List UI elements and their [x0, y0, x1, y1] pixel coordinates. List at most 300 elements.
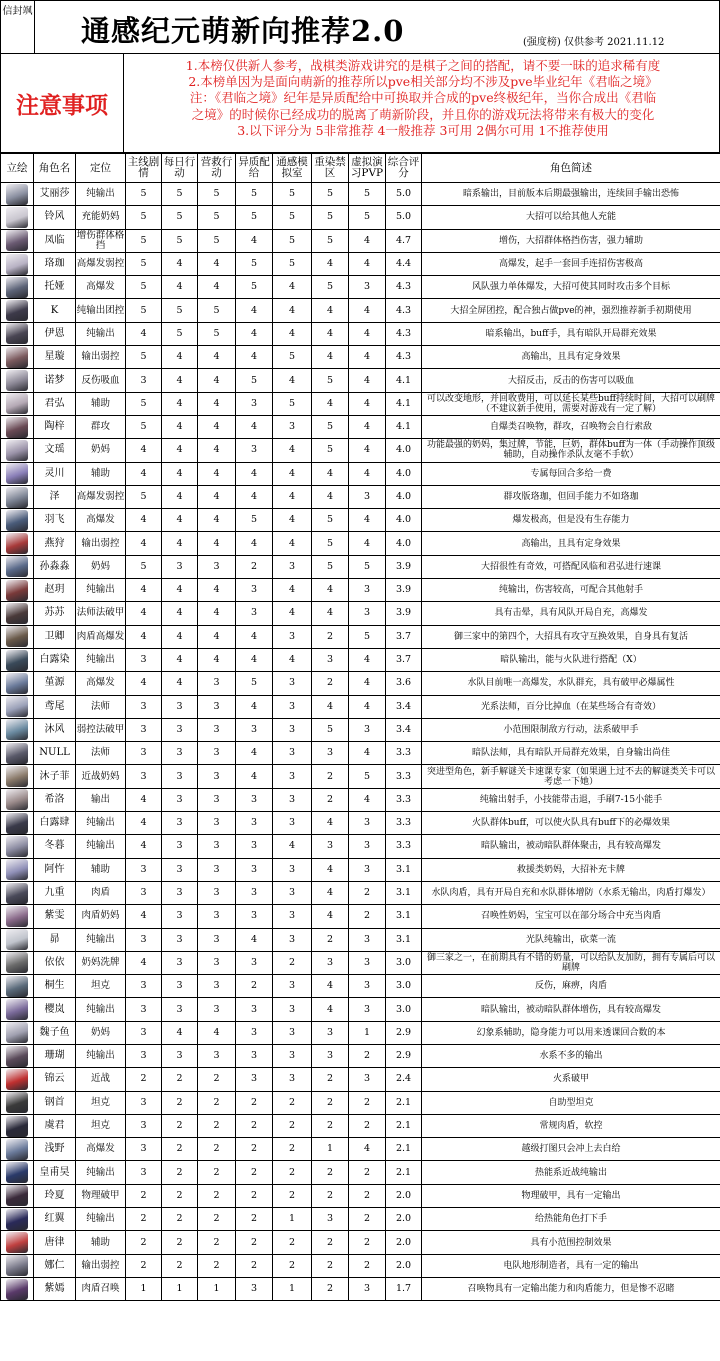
- character-description: 救援类奶妈，大招补充卡牌: [422, 858, 720, 881]
- portrait-cell: [1, 742, 34, 765]
- character-description: 风队强力单体爆发，大招可使其同时攻击多个目标: [422, 276, 720, 299]
- character-name: 星璇: [34, 346, 76, 369]
- score-total: 3.3: [386, 835, 422, 858]
- table-row: [1, 1091, 720, 1114]
- character-portrait: [6, 929, 28, 950]
- character-description: 大招反击，反击的伤害可以吸血: [422, 369, 720, 392]
- score-daily: 4: [162, 625, 198, 648]
- score-daily: 3: [162, 788, 198, 811]
- character-name: 红翼: [34, 1208, 76, 1231]
- character-description: 常规肉盾，软控: [422, 1114, 720, 1137]
- character-portrait: [6, 789, 28, 810]
- score-forbidden-zone: 3: [312, 1044, 349, 1067]
- portrait-cell: [1, 718, 34, 741]
- score-total: 4.1: [386, 415, 422, 438]
- score-simulation: 3: [273, 672, 312, 695]
- score-daily: 4: [162, 579, 198, 602]
- character-name: 玲夏: [34, 1184, 76, 1207]
- score-pvp: 5: [349, 183, 386, 206]
- score-simulation: 4: [273, 322, 312, 345]
- score-pvp: 4: [349, 695, 386, 718]
- character-role: 物理破甲: [76, 1184, 126, 1207]
- page-subtitle: (强度榜) 仅供参考 2021.11.12: [523, 37, 665, 48]
- score-daily: 2: [162, 1184, 198, 1207]
- score-total: 3.3: [386, 765, 422, 788]
- score-rescue: 1: [198, 1277, 236, 1300]
- character-role: 辅助: [76, 858, 126, 881]
- character-name: 紫嫣: [34, 1277, 76, 1300]
- table-row: [1, 1254, 720, 1277]
- table-row: [1, 579, 720, 602]
- character-name: 唐律: [34, 1231, 76, 1254]
- character-name: 珊瑚: [34, 1044, 76, 1067]
- character-description: 暗队输出，能与火队进行搭配（X）: [422, 648, 720, 671]
- score-daily: 3: [162, 881, 198, 904]
- score-rescue: 3: [198, 928, 236, 951]
- score-daily: 4: [162, 672, 198, 695]
- character-description: 召唤性奶妈，宝宝可以在部分场合中充当肉盾: [422, 905, 720, 928]
- score-rescue: 4: [198, 276, 236, 299]
- character-role: 高爆发: [76, 1138, 126, 1161]
- score-forbidden-zone: 5: [312, 555, 349, 578]
- portrait-cell: [1, 602, 34, 625]
- score-daily: 3: [162, 951, 198, 974]
- table-row: [1, 1277, 720, 1300]
- character-role: 纯输出: [76, 998, 126, 1021]
- score-total: 3.3: [386, 812, 422, 835]
- score-forbidden-zone: 5: [312, 415, 349, 438]
- character-description: 可以改变地形，并回收费用，可以延长某些buff持续时间，大招可以刷牌（不建议新手使用，需要对游戏有一定了解）: [422, 392, 720, 415]
- score-main-story: 5: [126, 276, 162, 299]
- score-main-story: 3: [126, 742, 162, 765]
- score-daily: 4: [162, 532, 198, 555]
- score-pvp: 4: [349, 229, 386, 252]
- score-total: 2.0: [386, 1231, 422, 1254]
- score-total: 2.1: [386, 1114, 422, 1137]
- character-name: 艾丽莎: [34, 183, 76, 206]
- score-total: 3.1: [386, 905, 422, 928]
- score-pvp: 3: [349, 602, 386, 625]
- score-simulation: 5: [273, 229, 312, 252]
- score-forbidden-zone: 2: [312, 1277, 349, 1300]
- character-role: 纯输出: [76, 812, 126, 835]
- portrait-cell: [1, 998, 34, 1021]
- score-supply: 5: [236, 509, 273, 532]
- character-name: 白露染: [34, 648, 76, 671]
- character-role: 纯输出: [76, 648, 126, 671]
- score-pvp: 2: [349, 1231, 386, 1254]
- score-rescue: 4: [198, 532, 236, 555]
- score-total: 3.9: [386, 602, 422, 625]
- score-main-story: 3: [126, 1161, 162, 1184]
- ranking-table: [0, 153, 720, 1301]
- table-row: [1, 812, 720, 835]
- score-pvp: 4: [349, 252, 386, 275]
- character-name: 铃风: [34, 206, 76, 229]
- portrait-cell: [1, 1044, 34, 1067]
- score-main-story: 3: [126, 369, 162, 392]
- header-portrait: 立绘: [1, 154, 34, 183]
- score-pvp: 3: [349, 858, 386, 881]
- score-main-story: 3: [126, 858, 162, 881]
- score-rescue: 4: [198, 392, 236, 415]
- character-description: 水系不多的输出: [422, 1044, 720, 1067]
- character-portrait: [6, 184, 28, 205]
- score-rescue: 3: [198, 858, 236, 881]
- score-supply: 2: [236, 1254, 273, 1277]
- score-daily: 4: [162, 462, 198, 485]
- score-forbidden-zone: 2: [312, 1184, 349, 1207]
- score-total: 3.9: [386, 579, 422, 602]
- score-total: 3.0: [386, 951, 422, 974]
- character-description: 高爆发，起手一套回手连招伤害极高: [422, 252, 720, 275]
- notice-line: 3.以下评分为 5非常推荐 4一般推荐 3可用 2偶尔可用 1不推荐使用: [237, 122, 609, 138]
- character-role: 奶妈: [76, 439, 126, 462]
- score-rescue: 4: [198, 485, 236, 508]
- notice-heading: 注意事项: [1, 54, 124, 152]
- score-daily: 2: [162, 1138, 198, 1161]
- score-forbidden-zone: 4: [312, 881, 349, 904]
- character-description: 高输出，且具有定身效果: [422, 346, 720, 369]
- score-main-story: 4: [126, 602, 162, 625]
- portrait-cell: [1, 346, 34, 369]
- score-simulation: 3: [273, 695, 312, 718]
- score-pvp: 5: [349, 625, 386, 648]
- character-name: 羽飞: [34, 509, 76, 532]
- character-name: 希洛: [34, 788, 76, 811]
- notice-line: 注：《君临之境》纪年是异质配给中可换取并合成的pve终极纪年，当你合成出《君临: [189, 90, 657, 106]
- score-forbidden-zone: 4: [312, 252, 349, 275]
- score-supply: 3: [236, 905, 273, 928]
- score-supply: 5: [236, 672, 273, 695]
- character-name: 赵玥: [34, 579, 76, 602]
- character-description: 幻象系辅助，隐身能力可以用来透课回合数的本: [422, 1021, 720, 1044]
- score-daily: 5: [162, 299, 198, 322]
- character-description: 大招全屏团控，配合独占做pve的神，强烈推荐新手初期使用: [422, 299, 720, 322]
- character-name: 燕狩: [34, 532, 76, 555]
- score-daily: 3: [162, 1044, 198, 1067]
- header-simulation: 通感模拟室: [273, 154, 312, 183]
- character-description: 纯输出射手，小技能带击退，手刷7-15小能手: [422, 788, 720, 811]
- character-portrait: [6, 1139, 28, 1160]
- score-main-story: 1: [126, 1277, 162, 1300]
- character-name: 文瑶: [34, 439, 76, 462]
- score-main-story: 5: [126, 555, 162, 578]
- portrait-cell: [1, 206, 34, 229]
- score-total: 4.3: [386, 322, 422, 345]
- table-row: [1, 765, 720, 788]
- character-portrait: [6, 626, 28, 647]
- score-supply: 3: [236, 1277, 273, 1300]
- character-description: 突进型角色，新手解谜关卡速课专家（如果遇上过不去的解谜类关卡可以考虑一下她）: [422, 765, 720, 788]
- notice-line: 2.本榜单因为是面向萌新的推荐所以pve相关部分均不涉及pve毕业纪年《君临之境》: [188, 74, 658, 90]
- score-supply: 5: [236, 183, 273, 206]
- score-supply: 4: [236, 485, 273, 508]
- score-main-story: 4: [126, 625, 162, 648]
- character-role: 输出弱控: [76, 532, 126, 555]
- character-role: 增伤群体格挡: [76, 229, 125, 251]
- character-description: 暗队输出，被动暗队群体聚击，具有较高爆发: [422, 835, 720, 858]
- portrait-cell: [1, 835, 34, 858]
- score-rescue: 2: [198, 1254, 236, 1277]
- score-daily: 3: [162, 998, 198, 1021]
- score-supply: 5: [236, 252, 273, 275]
- character-description: 暗队输出，被动暗队群体增伤，具有较高爆发: [422, 998, 720, 1021]
- score-pvp: 4: [349, 439, 386, 462]
- score-supply: 3: [236, 858, 273, 881]
- score-simulation: 2: [273, 1161, 312, 1184]
- character-role: 肉盾高爆发: [76, 625, 126, 648]
- character-portrait: [6, 766, 28, 787]
- character-name: 浅野: [34, 1138, 76, 1161]
- portrait-cell: [1, 415, 34, 438]
- character-role: 群攻: [76, 415, 126, 438]
- table-body: [1, 183, 720, 1301]
- character-description: 高输出，且具有定身效果: [422, 532, 720, 555]
- portrait-cell: [1, 951, 34, 974]
- character-name: 樱岚: [34, 998, 76, 1021]
- score-main-story: 2: [126, 1231, 162, 1254]
- portrait-cell: [1, 881, 34, 904]
- character-description: 自助型坦克: [422, 1091, 720, 1114]
- character-description: 御三家之一，在前期具有不错的奶量，可以给队友加防，拥有专属后可以刷牌: [422, 951, 720, 974]
- score-daily: 4: [162, 415, 198, 438]
- score-daily: 4: [162, 1021, 198, 1044]
- score-daily: 5: [162, 206, 198, 229]
- score-simulation: 3: [273, 555, 312, 578]
- portrait-cell: [1, 229, 34, 252]
- character-description: 暗队法师，具有暗队开局群充效果，自身输出尚佳: [422, 742, 720, 765]
- character-name: 伊恩: [34, 322, 76, 345]
- score-forbidden-zone: 4: [312, 975, 349, 998]
- score-total: 2.0: [386, 1208, 422, 1231]
- character-name: 阿忤: [34, 858, 76, 881]
- header-forbidden-zone: 重染禁区: [312, 154, 349, 183]
- table-row: [1, 1068, 720, 1091]
- character-description: 纯输出，伤害较高，可配合其他射手: [422, 579, 720, 602]
- score-total: 3.7: [386, 625, 422, 648]
- score-supply: 2: [236, 975, 273, 998]
- score-supply: 2: [236, 1138, 273, 1161]
- character-portrait: [6, 813, 28, 834]
- portrait-cell: [1, 392, 34, 415]
- character-name: 堇源: [34, 672, 76, 695]
- score-simulation: 3: [273, 718, 312, 741]
- table-row: [1, 695, 720, 718]
- table-row: [1, 975, 720, 998]
- score-simulation: 1: [273, 1208, 312, 1231]
- character-portrait: [6, 1092, 28, 1113]
- score-daily: 5: [162, 322, 198, 345]
- score-rescue: 5: [198, 206, 236, 229]
- character-portrait: [6, 906, 28, 927]
- score-rescue: 2: [198, 1091, 236, 1114]
- score-total: 2.9: [386, 1021, 422, 1044]
- score-simulation: 5: [273, 206, 312, 229]
- score-forbidden-zone: 5: [312, 532, 349, 555]
- portrait-cell: [1, 183, 34, 206]
- character-name: 珞珈: [34, 252, 76, 275]
- character-name: 泽: [34, 485, 76, 508]
- character-portrait: [6, 1255, 28, 1276]
- character-description: 御三家中的第四个，大招具有攻守互换效果，自身具有复活: [422, 625, 720, 648]
- character-role: 纯输出: [76, 579, 126, 602]
- score-rescue: 4: [198, 462, 236, 485]
- character-portrait: [6, 254, 28, 275]
- score-forbidden-zone: 2: [312, 1114, 349, 1137]
- score-simulation: 4: [273, 439, 312, 462]
- table-row: [1, 1184, 720, 1207]
- score-rescue: 3: [198, 742, 236, 765]
- score-main-story: 3: [126, 998, 162, 1021]
- character-portrait: [6, 1209, 28, 1230]
- character-portrait: [6, 277, 28, 298]
- character-portrait: [6, 836, 28, 857]
- score-rescue: 3: [198, 672, 236, 695]
- score-simulation: 2: [273, 951, 312, 974]
- score-total: 4.0: [386, 509, 422, 532]
- table-row: [1, 392, 720, 415]
- table-row: [1, 485, 720, 508]
- table-row: [1, 1044, 720, 1067]
- score-daily: 5: [162, 229, 198, 252]
- score-supply: 2: [236, 1208, 273, 1231]
- score-simulation: 4: [273, 509, 312, 532]
- score-total: 4.0: [386, 485, 422, 508]
- character-role: 奶妈洗牌: [76, 951, 126, 974]
- portrait-cell: [1, 322, 34, 345]
- character-description: 给热能角色打下手: [422, 1208, 720, 1231]
- character-role: 纯输出: [76, 322, 126, 345]
- character-role: 辅助: [76, 1231, 126, 1254]
- portrait-cell: [1, 1021, 34, 1044]
- character-portrait: [6, 1162, 28, 1183]
- score-supply: 4: [236, 742, 273, 765]
- score-rescue: 3: [198, 788, 236, 811]
- score-forbidden-zone: 4: [312, 485, 349, 508]
- score-main-story: 3: [126, 695, 162, 718]
- score-total: 5.0: [386, 183, 422, 206]
- score-total: 4.1: [386, 392, 422, 415]
- character-description: 群攻版珞珈，但回手能力不如珞珈: [422, 485, 720, 508]
- score-forbidden-zone: 5: [312, 276, 349, 299]
- portrait-cell: [1, 975, 34, 998]
- score-forbidden-zone: 5: [312, 509, 349, 532]
- score-pvp: 2: [349, 1044, 386, 1067]
- score-pvp: 4: [349, 415, 386, 438]
- score-simulation: 4: [273, 485, 312, 508]
- character-role: 肉盾奶妈: [76, 905, 126, 928]
- character-role: 辅助: [76, 392, 126, 415]
- score-pvp: 3: [349, 998, 386, 1021]
- score-rescue: 4: [198, 579, 236, 602]
- character-portrait: [6, 999, 28, 1020]
- score-rescue: 2: [198, 1184, 236, 1207]
- portrait-cell: [1, 1184, 34, 1207]
- score-total: 3.3: [386, 742, 422, 765]
- table-row: [1, 183, 720, 206]
- score-main-story: 3: [126, 1138, 162, 1161]
- score-supply: 3: [236, 1044, 273, 1067]
- score-forbidden-zone: 2: [312, 1068, 349, 1091]
- character-description: 光系法师，百分比掉血（在某些场合有奇效）: [422, 695, 720, 718]
- score-simulation: 3: [273, 905, 312, 928]
- character-description: 水队目前唯一高爆发，水队群充，具有破甲必爆属性: [422, 672, 720, 695]
- table-row: [1, 1021, 720, 1044]
- character-portrait: [6, 487, 28, 508]
- character-portrait: [6, 650, 28, 671]
- score-total: 3.7: [386, 648, 422, 671]
- score-supply: 5: [236, 369, 273, 392]
- score-main-story: 5: [126, 485, 162, 508]
- header-rescue: 营救行动: [198, 154, 236, 183]
- score-forbidden-zone: 4: [312, 392, 349, 415]
- score-supply: 2: [236, 1231, 273, 1254]
- score-supply: 4: [236, 415, 273, 438]
- score-rescue: 2: [198, 1114, 236, 1137]
- score-supply: 3: [236, 788, 273, 811]
- character-role: 弱控法破甲: [76, 718, 126, 741]
- character-portrait: [6, 1116, 28, 1137]
- score-rescue: 3: [198, 1044, 236, 1067]
- score-total: 3.1: [386, 928, 422, 951]
- score-simulation: 3: [273, 975, 312, 998]
- character-name: 托娅: [34, 276, 76, 299]
- character-description: 火系破甲: [422, 1068, 720, 1091]
- score-forbidden-zone: 4: [312, 462, 349, 485]
- score-pvp: 3: [349, 1277, 386, 1300]
- character-role: 输出弱控: [76, 346, 126, 369]
- score-pvp: 4: [349, 299, 386, 322]
- character-portrait: [6, 1185, 28, 1206]
- score-main-story: 3: [126, 881, 162, 904]
- character-role: 坦克: [76, 1114, 126, 1137]
- header-daily: 每日行动: [162, 154, 198, 183]
- score-forbidden-zone: 3: [312, 648, 349, 671]
- notice-line: 之境》的时候你已经成功的脱离了萌新阶段，并且你的游戏玩法将带来有极大的变化: [191, 106, 655, 122]
- score-simulation: 5: [273, 252, 312, 275]
- character-name: 孙淼淼: [34, 555, 76, 578]
- score-daily: 2: [162, 1231, 198, 1254]
- score-rescue: 3: [198, 718, 236, 741]
- score-daily: 3: [162, 765, 198, 788]
- score-simulation: 4: [273, 299, 312, 322]
- score-simulation: 3: [273, 858, 312, 881]
- score-main-story: 3: [126, 1091, 162, 1114]
- character-portrait: [6, 347, 28, 368]
- score-main-story: 4: [126, 905, 162, 928]
- table-row: [1, 905, 720, 928]
- character-role: 纯输出: [76, 1208, 126, 1231]
- header-role: 定位: [76, 154, 126, 183]
- score-total: 3.3: [386, 788, 422, 811]
- score-supply: 3: [236, 392, 273, 415]
- character-role: 坦克: [76, 1091, 126, 1114]
- score-simulation: 3: [273, 625, 312, 648]
- table-row: [1, 602, 720, 625]
- character-role: 输出弱控: [76, 1254, 126, 1277]
- character-name: 凤临: [34, 229, 76, 252]
- score-main-story: 5: [126, 415, 162, 438]
- portrait-cell: [1, 462, 34, 485]
- score-forbidden-zone: 2: [312, 1231, 349, 1254]
- portrait-cell: [1, 672, 34, 695]
- score-pvp: 2: [349, 1254, 386, 1277]
- score-main-story: 3: [126, 975, 162, 998]
- portrait-cell: [1, 648, 34, 671]
- score-main-story: 3: [126, 1114, 162, 1137]
- score-rescue: 3: [198, 998, 236, 1021]
